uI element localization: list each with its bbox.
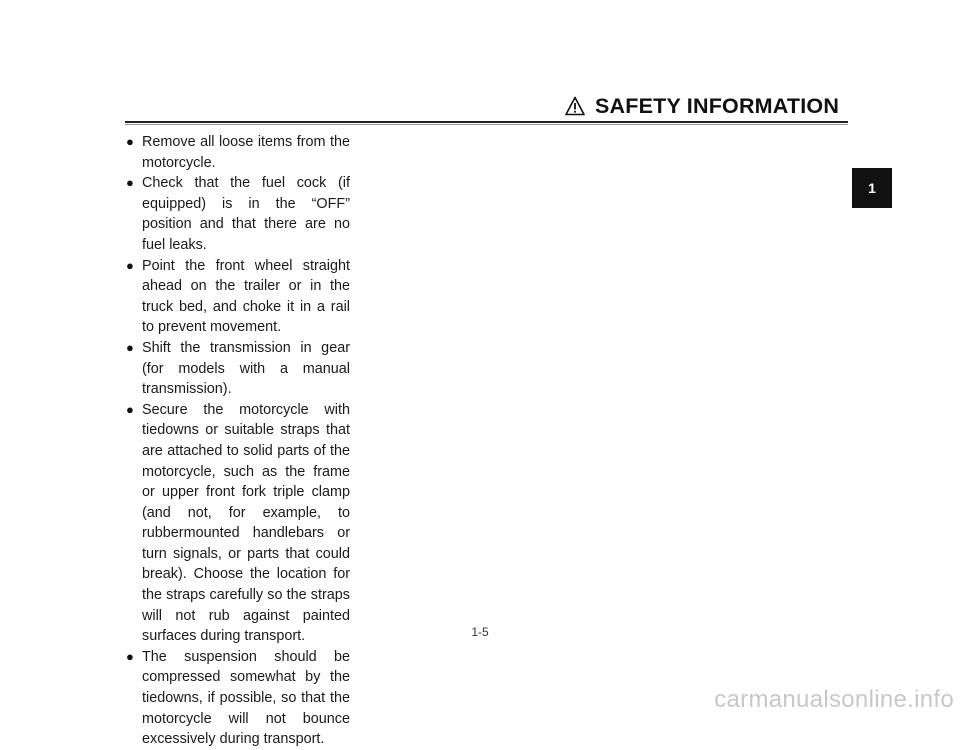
- list-item: [126, 338, 350, 400]
- list-item-text: Point the front wheel straight ahead on the trailer or in the truck bed, and choke it in a rail to prevent movement.: [142, 257, 350, 336]
- chapter-tab: 1: [852, 168, 892, 208]
- list-item-text: Check that the fuel cock (if equipped) is in the “OFF” position and that there are no fuel leaks.: [142, 175, 350, 253]
- header-rule-thin: [125, 124, 848, 125]
- section-header: [565, 92, 848, 120]
- bullet-icon: ●: [126, 339, 134, 355]
- list-item: [126, 647, 350, 750]
- list-item: [126, 132, 350, 173]
- list-item: [126, 256, 350, 338]
- list-item: [126, 173, 350, 255]
- list-item-text: The suspension should be compressed somewhat by the tiedowns, if possible, so that the motorcycle will not bounce excessively during transport.: [142, 648, 350, 748]
- bullet-list: [126, 132, 350, 750]
- list-item-text: Shift the transmission in gear (for models with a manual transmission).: [142, 339, 350, 398]
- bullet-icon: ●: [126, 257, 134, 273]
- bullet-icon: ●: [126, 175, 134, 191]
- list-item-text: Secure the motorcycle with tiedowns or suitable straps that are attached to solid parts of the motorcycle, such as the frame or upper front fork triple clamp (and not, for example, to rubbermounted handlebars or turn signals, or parts that could break). Choose the location for the straps carefully so the straps will not rub against painted surfaces during transport.: [142, 401, 350, 645]
- watermark: carmanualsonline.info: [714, 686, 954, 713]
- page-number: 1-5: [471, 625, 489, 639]
- list-item: [126, 400, 350, 647]
- bullet-icon: ●: [126, 134, 134, 149]
- bullet-icon: ●: [126, 648, 134, 664]
- bullet-icon: ●: [126, 401, 134, 417]
- warning-triangle-icon: [565, 96, 585, 116]
- header-rule: [125, 121, 848, 123]
- main-content: [126, 132, 350, 750]
- list-item-text: Remove all loose items from the motorcycle.: [142, 134, 350, 171]
- section-title: SAFETY INFORMATION: [595, 93, 840, 118]
